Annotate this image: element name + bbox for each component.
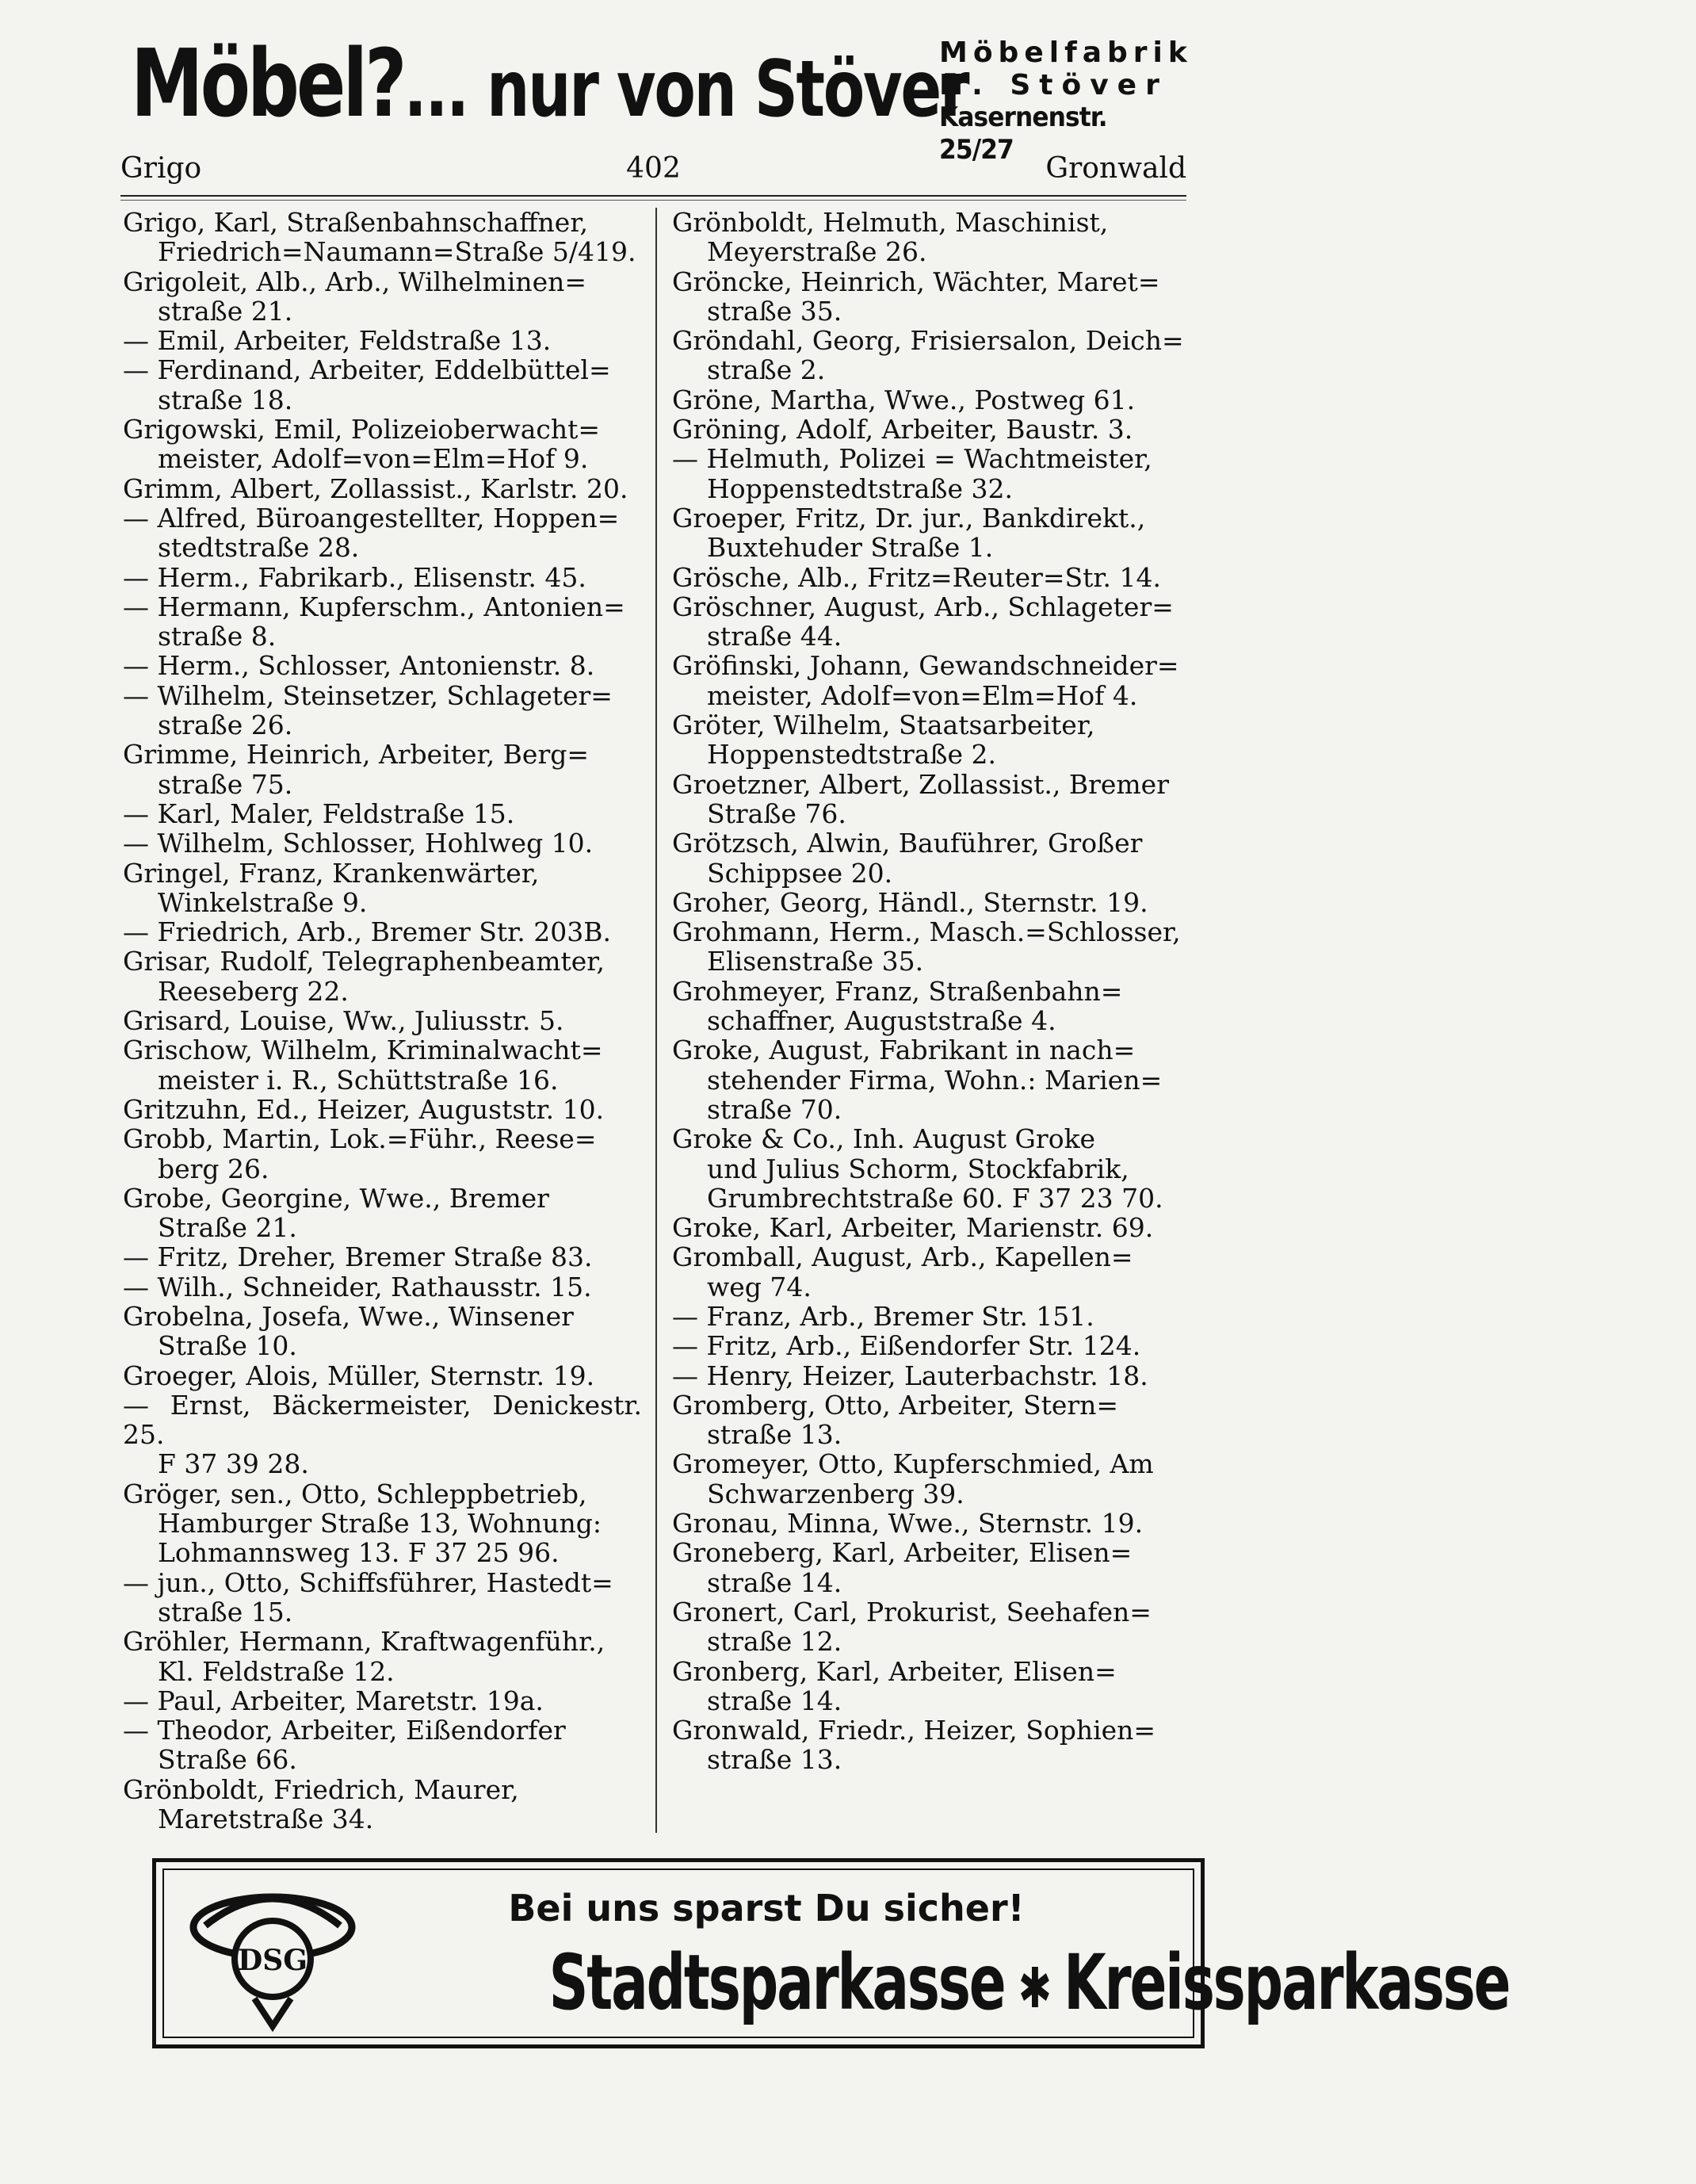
entry-address-line: meister, Adolf=von=Elm=Hof 4. bbox=[707, 679, 1138, 711]
directory-entry bbox=[672, 1390, 1191, 1450]
entry-name-line: — Helmuth, Polizei = Wachtmeister, bbox=[672, 443, 1152, 475]
header-first-name: Grigo bbox=[120, 152, 202, 185]
directory-entry bbox=[123, 828, 642, 858]
directory-entry bbox=[123, 799, 642, 828]
directory-entry bbox=[123, 1479, 642, 1568]
ad-bank-names bbox=[362, 1935, 1510, 2036]
entry-address-line: straße 70. bbox=[707, 1093, 842, 1125]
directory-entry bbox=[672, 977, 1191, 1036]
entry-name-line: Gronwald, Friedr., Heizer, Sophien= bbox=[672, 1715, 1156, 1746]
directory-entry bbox=[123, 415, 642, 474]
directory-entry bbox=[672, 503, 1191, 563]
entry-name-line: — Emil, Arbeiter, Feldstraße 13. bbox=[123, 325, 552, 357]
ad-slogan-main: Möbel? bbox=[131, 29, 404, 138]
directory-entry bbox=[672, 770, 1191, 829]
directory-entry bbox=[672, 444, 1191, 503]
directory-entry bbox=[672, 828, 1191, 888]
entry-address-line: weg 74. bbox=[707, 1271, 812, 1302]
entry-name-line: — Paul, Arbeiter, Maretstr. 19a. bbox=[123, 1685, 544, 1716]
entry-address-line: straße 44. bbox=[707, 621, 842, 652]
entry-name-line: — Wilh., Schneider, Rathausstr. 15. bbox=[123, 1271, 592, 1302]
entry-address-line: Straße 10. bbox=[158, 1330, 297, 1362]
directory-entry bbox=[123, 267, 642, 327]
ad-company-line2: H. Stöver bbox=[939, 69, 1168, 101]
directory-entry bbox=[672, 1302, 1191, 1331]
entry-address-line: Kl. Feldstraße 12. bbox=[158, 1655, 395, 1687]
right-column bbox=[672, 208, 1191, 1775]
entry-name-line: — Fritz, Arb., Eißendorfer Str. 124. bbox=[672, 1330, 1141, 1362]
entry-name-line: Grobe, Georgine, Wwe., Bremer bbox=[123, 1182, 549, 1214]
entry-address-line: straße 18. bbox=[158, 384, 293, 415]
logo-lettering: DSG bbox=[238, 1944, 307, 1977]
entry-name-line: — Herm., Schlosser, Antonienstr. 8. bbox=[123, 650, 595, 682]
directory-entry bbox=[672, 267, 1191, 327]
entry-name-line: — Fritz, Dreher, Bremer Straße 83. bbox=[123, 1241, 593, 1273]
entry-address-line: straße 13. bbox=[707, 1419, 842, 1451]
directory-entry bbox=[123, 1627, 642, 1686]
star-icon: ✱ bbox=[1018, 1955, 1050, 2021]
entry-name-line: Gröfinski, Johann, Gewandschneider= bbox=[672, 650, 1179, 682]
entry-name-line: — Franz, Arb., Bremer Str. 151. bbox=[672, 1300, 1094, 1332]
bank-name-kreissparkasse: Kreissparkasse bbox=[1064, 1938, 1510, 2027]
entry-address-line: Straße 66. bbox=[158, 1744, 297, 1776]
entry-address-line: Straße 21. bbox=[158, 1212, 297, 1244]
entry-address-line: straße 13. bbox=[707, 1744, 842, 1776]
directory-entry bbox=[123, 1035, 642, 1095]
entry-name-line: — Alfred, Büroangestellter, Hoppen= bbox=[123, 502, 620, 534]
directory-entry bbox=[672, 651, 1191, 710]
directory-entry bbox=[123, 1715, 642, 1775]
directory-entry bbox=[123, 355, 642, 415]
entry-address-line: straße 15. bbox=[158, 1596, 293, 1627]
entry-name-line: Grisard, Louise, Ww., Juliusstr. 5. bbox=[123, 1005, 564, 1037]
entry-name-line: Gromberg, Otto, Arbeiter, Stern= bbox=[672, 1389, 1119, 1421]
entry-address-line: meister i. R., Schüttstraße 16. bbox=[158, 1064, 559, 1096]
directory-entry bbox=[672, 1213, 1191, 1242]
sparkasse-logo-icon bbox=[181, 1880, 364, 2038]
entry-name-line: Groke, Karl, Arbeiter, Marienstr. 69. bbox=[672, 1212, 1154, 1244]
entry-name-line: Groke & Co., Inh. August Groke bbox=[672, 1123, 1096, 1155]
entry-address-line: Grumbrechtstraße 60. F 37 23 70. bbox=[707, 1182, 1163, 1214]
entry-name-line: Grischow, Wilhelm, Kriminalwacht= bbox=[123, 1035, 603, 1066]
entry-address-line: Meyerstraße 26. bbox=[707, 236, 927, 268]
entry-name-line: Grönboldt, Helmuth, Maschinist, bbox=[672, 207, 1109, 238]
column-divider bbox=[655, 208, 657, 1833]
entry-name-line: Gromball, August, Arb., Kapellen= bbox=[672, 1241, 1133, 1273]
entry-address-line: F 37 39 28. bbox=[158, 1448, 309, 1480]
ad-tagline: Bei uns sparst Du sicher! bbox=[508, 1887, 1025, 1930]
directory-entry bbox=[672, 710, 1191, 770]
entry-name-line: Grobb, Martin, Lok.=Führ., Reese= bbox=[123, 1123, 597, 1155]
entry-address-line: stehender Firma, Wohn.: Marien= bbox=[707, 1064, 1163, 1096]
entry-name-line: Grigoleit, Alb., Arb., Wilhelminen= bbox=[123, 266, 587, 297]
entry-name-line: Gronert, Carl, Prokurist, Seehafen= bbox=[672, 1596, 1152, 1627]
entry-name-line: — Ernst, Bäckermeister, Denickestr. 25. bbox=[123, 1389, 642, 1451]
entry-name-line: Gröger, sen., Otto, Schleppbetrieb, bbox=[123, 1478, 587, 1509]
entry-name-line: Gronberg, Karl, Arbeiter, Elisen= bbox=[672, 1655, 1117, 1687]
entry-name-line: Grimm, Albert, Zollassist., Karlstr. 20. bbox=[123, 472, 628, 504]
directory-entry bbox=[123, 592, 642, 652]
directory-entry bbox=[672, 1538, 1191, 1597]
page-number: 402 bbox=[626, 152, 681, 185]
entry-name-line: — Wilhelm, Schlosser, Hohlweg 10. bbox=[123, 828, 594, 859]
directory-entry bbox=[672, 888, 1191, 917]
entry-name-line: Gröschner, August, Arb., Schlageter= bbox=[672, 591, 1174, 622]
directory-entry bbox=[123, 1361, 642, 1390]
directory-entry bbox=[123, 1095, 642, 1124]
directory-entry bbox=[672, 385, 1191, 415]
entry-name-line: Gröndahl, Georg, Frisiersalon, Deich= bbox=[672, 325, 1184, 357]
entry-name-line: Grönboldt, Friedrich, Maurer, bbox=[123, 1773, 519, 1805]
directory-entry bbox=[123, 1124, 642, 1184]
directory-entry bbox=[672, 1715, 1191, 1775]
directory-entry bbox=[672, 1331, 1191, 1360]
entry-address-line: Straße 76. bbox=[707, 797, 846, 829]
directory-entry bbox=[672, 208, 1191, 267]
directory-entry bbox=[123, 1272, 642, 1302]
directory-entry bbox=[123, 474, 642, 503]
entry-name-line: Grigo, Karl, Straßenbahnschaffner, bbox=[123, 207, 588, 238]
entry-name-line: — Theodor, Arbeiter, Eißendorfer bbox=[123, 1715, 566, 1746]
directory-entry bbox=[123, 208, 642, 267]
entry-name-line: Grötzsch, Alwin, Bauführer, Großer bbox=[672, 828, 1143, 859]
entry-name-line: Gröter, Wilhelm, Staatsarbeiter, bbox=[672, 710, 1095, 741]
entry-address-line: Hoppenstedtstraße 2. bbox=[707, 739, 996, 771]
entry-address-line: schaffner, Auguststraße 4. bbox=[707, 1005, 1056, 1037]
entry-address-line: straße 12. bbox=[707, 1626, 842, 1658]
entry-name-line: Grohmann, Herm., Masch.=Schlosser, bbox=[672, 916, 1181, 948]
header-last-name: Gronwald bbox=[1045, 152, 1186, 185]
directory-entry bbox=[672, 1657, 1191, 1716]
entry-name-line: Gringel, Franz, Krankenwärter, bbox=[123, 857, 540, 889]
entry-name-line: Groke, August, Fabrikant in nach= bbox=[672, 1035, 1136, 1066]
entry-address-line: Schippsee 20. bbox=[707, 857, 893, 889]
directory-entry bbox=[672, 1242, 1191, 1302]
entry-name-line: Grisar, Rudolf, Telegraphenbeamter, bbox=[123, 946, 605, 977]
entry-address-line: berg 26. bbox=[158, 1153, 269, 1184]
directory-entry bbox=[123, 503, 642, 563]
entry-name-line: Grohmeyer, Franz, Straßenbahn= bbox=[672, 975, 1123, 1007]
entry-name-line: Grobelna, Josefa, Wwe., Winsener bbox=[123, 1300, 574, 1332]
entry-address-line: straße 14. bbox=[707, 1685, 842, 1716]
ad-inner-frame bbox=[162, 1868, 1510, 2038]
directory-entry bbox=[123, 326, 642, 355]
entry-address-line: Schwarzenberg 39. bbox=[707, 1478, 965, 1509]
entry-address-line: straße 2. bbox=[707, 354, 826, 386]
entry-name-line: — Herm., Fabrikarb., Elisenstr. 45. bbox=[123, 561, 586, 593]
directory-entry bbox=[672, 1597, 1191, 1657]
entry-name-line: Groher, Georg, Händl., Sternstr. 19. bbox=[672, 886, 1148, 918]
directory-entry bbox=[123, 947, 642, 1006]
entry-name-line: Grösche, Alb., Fritz=Reuter=Str. 14. bbox=[672, 561, 1162, 593]
directory-entry bbox=[672, 415, 1191, 444]
directory-entry bbox=[672, 563, 1191, 592]
entry-address-line: Hoppenstedtstraße 32. bbox=[707, 472, 1013, 504]
entry-address-line: Buxtehuder Straße 1. bbox=[707, 532, 994, 564]
entry-address-line: Winkelstraße 9. bbox=[158, 886, 368, 918]
entry-address-line: straße 14. bbox=[707, 1566, 842, 1598]
entry-name-line: Grigowski, Emil, Polizeioberwacht= bbox=[123, 414, 601, 446]
entry-name-line: Groetzner, Albert, Zollassist., Bremer bbox=[672, 768, 1169, 800]
entry-address-line: Hamburger Straße 13, Wohnung: bbox=[158, 1508, 602, 1540]
entry-address-line: Lohmannsweg 13. F 37 25 96. bbox=[158, 1537, 560, 1569]
directory-entry bbox=[123, 1302, 642, 1361]
directory-entry bbox=[672, 1035, 1191, 1124]
entry-name-line: Gröhler, Hermann, Kraftwagenführ., bbox=[123, 1626, 605, 1658]
entry-name-line: — Wilhelm, Steinsetzer, Schlageter= bbox=[123, 679, 613, 711]
entry-name-line: Groneberg, Karl, Arbeiter, Elisen= bbox=[672, 1537, 1133, 1569]
entry-address-line: straße 21. bbox=[158, 295, 293, 327]
directory-entry bbox=[123, 1184, 642, 1243]
header-rule-thin bbox=[120, 200, 1186, 201]
entry-name-line: — jun., Otto, Schiffsführer, Hastedt= bbox=[123, 1566, 613, 1598]
directory-entry bbox=[672, 592, 1191, 652]
entry-name-line: — Hermann, Kupferschm., Antonien= bbox=[123, 591, 625, 622]
ad-company-block bbox=[939, 36, 1193, 166]
entry-address-line: und Julius Schorm, Stockfabrik, bbox=[707, 1153, 1129, 1184]
bank-name-stadtsparkasse: Stadtsparkasse bbox=[548, 1938, 1005, 2027]
entry-name-line: — Henry, Heizer, Lauterbachstr. 18. bbox=[672, 1360, 1148, 1391]
entry-address-line: meister, Adolf=von=Elm=Hof 9. bbox=[158, 443, 589, 475]
entry-name-line: Groeper, Fritz, Dr. jur., Bankdirekt., bbox=[672, 502, 1146, 534]
ad-slogan bbox=[131, 29, 968, 141]
directory-entry bbox=[123, 1775, 642, 1834]
directory-entry bbox=[123, 563, 642, 592]
header-rule bbox=[120, 195, 1186, 197]
directory-entry bbox=[123, 1006, 642, 1035]
directory-entry bbox=[672, 1124, 1191, 1213]
left-column bbox=[123, 208, 642, 1834]
directory-entry bbox=[123, 681, 642, 740]
entry-name-line: — Karl, Maler, Feldstraße 15. bbox=[123, 797, 515, 829]
directory-entry bbox=[672, 326, 1191, 385]
entry-name-line: Gröne, Martha, Wwe., Postweg 61. bbox=[672, 384, 1136, 415]
ad-slogan-rest: ... nur von Stöver bbox=[403, 44, 968, 135]
entry-name-line: — Friedrich, Arb., Bremer Str. 203B. bbox=[123, 916, 611, 948]
directory-entry bbox=[123, 1390, 642, 1479]
entry-name-line: Groeger, Alois, Müller, Sternstr. 19. bbox=[123, 1360, 595, 1391]
directory-entry bbox=[123, 917, 642, 947]
entry-address-line: Elisenstraße 35. bbox=[707, 946, 924, 977]
entry-name-line: Gronau, Minna, Wwe., Sternstr. 19. bbox=[672, 1508, 1144, 1540]
directory-entry bbox=[672, 1361, 1191, 1390]
entry-address-line: stedtstraße 28. bbox=[158, 532, 360, 564]
directory-entry bbox=[123, 740, 642, 799]
ad-company-line3: Kasernenstr. 25/27 bbox=[939, 101, 1107, 166]
entry-address-line: straße 35. bbox=[707, 295, 842, 327]
directory-entry bbox=[672, 1509, 1191, 1538]
entry-address-line: Friedrich=Naumann=Straße 5/419. bbox=[158, 236, 636, 268]
directory-entry bbox=[123, 859, 642, 918]
entry-name-line: Gromeyer, Otto, Kupferschmied, Am bbox=[672, 1448, 1154, 1480]
entry-address-line: Maretstraße 34. bbox=[158, 1803, 374, 1835]
entry-name-line: Gröncke, Heinrich, Wächter, Maret= bbox=[672, 266, 1160, 297]
entry-address-line: straße 26. bbox=[158, 710, 293, 741]
directory-entry bbox=[672, 917, 1191, 977]
entry-address-line: straße 75. bbox=[158, 768, 293, 800]
top-advertisement bbox=[131, 29, 1193, 166]
entry-name-line: Gritzuhn, Ed., Heizer, Auguststr. 10. bbox=[123, 1093, 605, 1125]
directory-entry bbox=[123, 651, 642, 680]
entry-address-line: straße 8. bbox=[158, 621, 277, 652]
bottom-advertisement bbox=[152, 1858, 1510, 2048]
entry-name-line: Grimme, Heinrich, Arbeiter, Berg= bbox=[123, 739, 590, 771]
entry-name-line: Gröning, Adolf, Arbeiter, Baustr. 3. bbox=[672, 414, 1133, 446]
directory-entry bbox=[123, 1686, 642, 1715]
directory-entry bbox=[123, 1242, 642, 1272]
directory-entry bbox=[123, 1568, 642, 1627]
entry-address-line: Reeseberg 22. bbox=[158, 975, 349, 1007]
running-header bbox=[120, 149, 1186, 189]
directory-entry bbox=[672, 1449, 1191, 1509]
ad-company-line1: Möbelfabrik bbox=[939, 36, 1193, 69]
entry-name-line: — Ferdinand, Arbeiter, Eddelbüttel= bbox=[123, 354, 611, 386]
